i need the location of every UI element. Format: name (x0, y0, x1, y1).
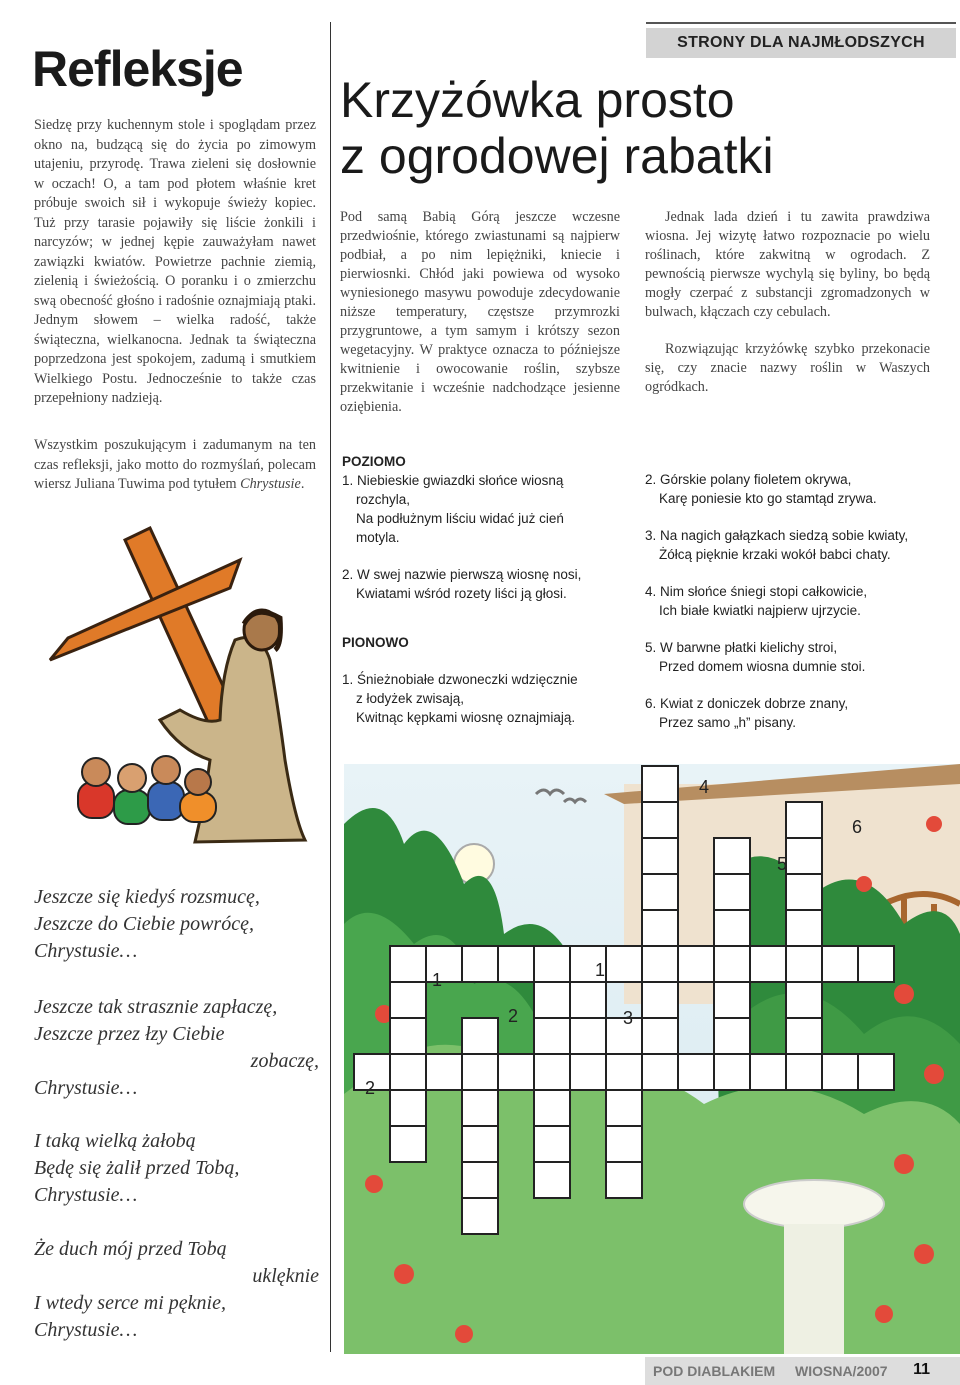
article-body-2-text: Wszystkim poszukującym i zadumanym na ten czas refleksji, jako motto do rozmyślań, polecam wiersz Juliana Tuwima pod tytułem (34, 437, 316, 492)
crossword-cell[interactable] (534, 1126, 570, 1162)
clue-number: 5. (645, 640, 657, 655)
crossword-cell[interactable] (390, 1054, 426, 1090)
poem-line: Chrystusie… (34, 1184, 138, 1206)
poem-line: Chrystusie… (34, 1319, 138, 1341)
page-footer (645, 1357, 960, 1385)
clue-line: Nim słońce śniegi stopi całkowicie, (660, 584, 868, 599)
crossword-cell[interactable] (642, 766, 678, 802)
crossword-number: 4 (699, 777, 710, 797)
clue-line: Kwiat z doniczek dobrze znany, (660, 696, 849, 711)
crossword-cell[interactable] (786, 1018, 822, 1054)
crossword-cell[interactable] (426, 1054, 462, 1090)
clue-number: 1. (342, 672, 354, 687)
clue-pionowo-6 (645, 694, 955, 732)
crossword-cell[interactable] (606, 1090, 642, 1126)
crossword-cell[interactable] (714, 946, 750, 982)
crossword-number: 1 (595, 960, 606, 980)
clue-number: 2. (645, 472, 657, 487)
clue-number: 2. (342, 567, 354, 582)
crossword-cell[interactable] (570, 1018, 606, 1054)
clue-line: Na nagich gałązkach siedzą sobie kwiaty, (660, 528, 909, 543)
article-body: Siedzę przy kuchennym stole i spoglądam przez okno na, budzącą się do życia po zimowym utajeniu, przyrodę. Trawa zieleni się dosłownie w oczach! O, a tam pod płotem właśnie kret próbuje swoich sił i wykopuje świeży kopiec. Tuż przy tarasie pojawiły się liście żonkili i narcyzów; w jednej kępie zauważyłam nawet zawiązki kwiatów. Powietrze pachnie ziemią, zielenią i świeżością. O poranku i o zmierzchu swą obecność głośno i radośnie oznajmiają ptaki. Jednym słowem – wielka radość, także świąteczna, wielkanocna. Jednak ta świąteczna poprzedzona jest spokojem, zadumą i smutkiem Wielkiego Postu. Jednocześnie to także czas przepełniony nadzieją. (34, 117, 316, 406)
crossword-cell[interactable] (462, 1198, 498, 1234)
clue-line: Kwitnąc kępkami wiosnę oznajmiają. (356, 710, 576, 725)
crossword-cell[interactable] (786, 946, 822, 982)
clue-number: 6. (645, 696, 657, 711)
crossword-cell[interactable] (822, 1054, 858, 1090)
clue-line: Na podłużnym liściu widać już cień (356, 511, 564, 526)
crossword-number: 5 (777, 854, 788, 874)
clue-line: W barwne płatki kielichy stroi, (660, 640, 838, 655)
crossword-cell[interactable] (534, 1018, 570, 1054)
crossword-cell[interactable] (390, 1018, 426, 1054)
title-line-2: z ogrodowej rabatki (340, 128, 774, 184)
poem-stanza-3 (34, 1128, 319, 1209)
crossword-cell[interactable] (498, 946, 534, 982)
cross-bearer-illustration (30, 520, 330, 850)
poem-line: Chrystusie… (34, 1077, 138, 1099)
poem-title-reference: Chrystusie (240, 476, 301, 492)
poem-line: Jeszcze przez łzy Ciebie (34, 1023, 225, 1045)
section-tag: STRONY DLA NAJMŁODSZYCH (646, 28, 956, 58)
crossword-cell[interactable] (642, 910, 678, 946)
crossword-cell[interactable] (390, 1090, 426, 1126)
clue-pionowo-3 (645, 526, 955, 564)
crossword-cell[interactable] (462, 1054, 498, 1090)
crossword-cell[interactable] (714, 982, 750, 1018)
crossword-number: 2 (365, 1078, 376, 1098)
crossword-cell[interactable] (750, 1054, 786, 1090)
clue-line: Żółcą pięknie krzaki wokół babci chaty. (659, 547, 891, 562)
crossword-cell[interactable] (642, 946, 678, 982)
crossword-cell[interactable] (786, 982, 822, 1018)
column-divider (330, 22, 331, 1352)
intro-text-b (645, 208, 930, 397)
clue-line: Karę poniesie kto go stamtąd zrywa. (659, 491, 877, 506)
poziomo-label: POZIOMO (342, 454, 406, 469)
issue-label: WIOSNA/2007 (795, 1363, 888, 1379)
clues-left (342, 452, 632, 745)
crossword-cell[interactable] (678, 1054, 714, 1090)
intro-text-a: Pod samą Babią Górą jeszcze wczesne przedwiośnie, którego zwiastunami są najpierw podbiał, a po nim lepiężniki, kniecie i pierwiosnki. Chłód jaki powiewa od wysoko wyniesionego masywu powoduje zdecydowanie niższe temperatury, częstsze przymrozki przygruntowe, a tym samym i krótszy sezon wegetacyjny. W praktyce oznacza to późniejsze kwitnienie i owocowanie roślin, szybsze przekwitanie i wcześnie nadchodzące jesienne oziębienia. (340, 209, 620, 415)
crossword-cell[interactable] (606, 1162, 642, 1198)
crossword-cell[interactable] (462, 1126, 498, 1162)
crossword-number: 3 (623, 1008, 634, 1028)
crossword-cell[interactable] (462, 1018, 498, 1054)
page-title (340, 72, 774, 184)
crossword-cell[interactable] (642, 802, 678, 838)
clue-pionowo-4 (645, 582, 955, 620)
crossword-cell[interactable] (606, 1126, 642, 1162)
crossword-cell[interactable] (390, 1126, 426, 1162)
intro-paragraph-2: Rozwiązując krzyżówkę szybko przekonacie się, czy znacie nazwy roślin w Waszych ogródkach. (645, 341, 930, 395)
crossword-cell[interactable] (786, 1054, 822, 1090)
clue-line: Górskie polany fioletem okrywa, (660, 472, 852, 487)
crossword-cell[interactable] (606, 1054, 642, 1090)
crossword-cell[interactable] (750, 946, 786, 982)
poem-line: Jeszcze do Ciebie powrócę, (34, 913, 254, 935)
crossword-cell[interactable] (714, 1054, 750, 1090)
crossword-cell[interactable] (642, 1054, 678, 1090)
crossword-cell[interactable] (786, 874, 822, 910)
clue-pionowo-1 (342, 670, 632, 727)
poem-line: zobaczę, (250, 1050, 319, 1072)
crossword-cell[interactable] (390, 982, 426, 1018)
crossword-cell[interactable] (714, 874, 750, 910)
pionowo-label: PIONOWO (342, 635, 409, 650)
crossword-cell[interactable] (858, 946, 894, 982)
crossword-cell[interactable] (786, 910, 822, 946)
crossword-cell[interactable] (390, 946, 426, 982)
poem-line: I taką wielką żałobą (34, 1130, 196, 1152)
clue-line: z łodyżek zwisają, (356, 691, 465, 706)
clue-poziomo-1 (342, 471, 632, 547)
article-title: Refleksje (32, 41, 243, 97)
people-group-icon (78, 756, 216, 824)
crossword-cell[interactable] (534, 946, 570, 982)
crossword-cell[interactable] (570, 1054, 606, 1090)
crossword-number: 1 (432, 970, 443, 990)
poem-line: Chrystusie… (34, 940, 138, 962)
article-body-2-end: . (300, 476, 305, 492)
crossword-cell[interactable] (822, 946, 858, 982)
clue-line: motyla. (356, 530, 400, 545)
clue-line: rozchyla, (356, 492, 411, 507)
crossword-cell[interactable] (714, 910, 750, 946)
clue-line: Przed domem wiosna dumnie stoi. (659, 659, 866, 674)
crossword-garden-image (344, 764, 960, 1354)
crossword-cell[interactable] (606, 946, 642, 982)
crossword-cell[interactable] (642, 838, 678, 874)
poem-stanza-4 (34, 1236, 319, 1344)
clue-line: Śnieżnobiałe dzwoneczki wdzięcznie (357, 672, 578, 687)
clue-line: Ich białe kwiatki najpierw ujrzycie. (659, 603, 861, 618)
crossword-cell[interactable] (714, 838, 750, 874)
magazine-name: POD DIABLAKIEM (653, 1363, 776, 1379)
crossword-number: 2 (508, 1006, 519, 1026)
clue-poziomo-2 (342, 565, 632, 603)
title-line-1: Krzyżówka prosto (340, 72, 735, 128)
clue-number: 4. (645, 584, 657, 599)
crossword-cell[interactable] (462, 1162, 498, 1198)
crossword-cell[interactable] (858, 1054, 894, 1090)
poem-stanza-2 (34, 994, 319, 1102)
clue-line: Kwiatami wśród rozety liści ją głosi. (356, 586, 567, 601)
clue-number: 1. (342, 473, 354, 488)
crossword-cell[interactable] (534, 1162, 570, 1198)
crossword-cell[interactable] (534, 1054, 570, 1090)
poem-line: Jeszcze się kiedyś rozsmucę, (34, 886, 260, 908)
crossword-cell[interactable] (678, 946, 714, 982)
crossword-number: 6 (852, 817, 863, 837)
poem-line: Że duch mój przed Tobą (34, 1238, 227, 1260)
crossword-cell[interactable] (570, 982, 606, 1018)
poem-stanza-1 (34, 884, 319, 965)
crossword-cell[interactable] (714, 1018, 750, 1054)
clue-pionowo-5 (645, 638, 955, 676)
article-body-2 (34, 436, 316, 495)
crossword-cell[interactable] (642, 874, 678, 910)
clue-line: Niebieskie gwiazdki słońce wiosną (357, 473, 564, 488)
crossword-cell[interactable] (498, 1054, 534, 1090)
crossword-cell[interactable] (786, 838, 822, 874)
crossword-cell[interactable] (462, 1090, 498, 1126)
clue-line: Przez samo „h” pisany. (659, 715, 797, 730)
page-number: 11 (913, 1361, 930, 1378)
crossword-cell[interactable] (786, 802, 822, 838)
poem-line: I wtedy serce mi pęknie, (34, 1292, 226, 1314)
poem-line: Będę się żalił przed Tobą, (34, 1157, 240, 1179)
crossword-cell[interactable] (462, 946, 498, 982)
clue-number: 3. (645, 528, 657, 543)
poem-line: Jeszcze tak strasznie zapłaczę, (34, 996, 278, 1018)
crossword-cell[interactable] (642, 982, 678, 1018)
crossword-cell[interactable] (642, 1018, 678, 1054)
clues-right (645, 470, 955, 750)
header-rule (646, 22, 956, 24)
poem-line: uklęknie (252, 1265, 319, 1287)
clue-line: W swej nazwie pierwszą wiosnę nosi, (357, 567, 582, 582)
intro-paragraph-1: Jednak lada dzień i tu zawita prawdziwa wiosna. Jej wizytę łatwo rozpoznacie po wielu roślinach, które zakwitną w ogrodach. Z pewnością pierwsze wychylą się byliny, bo będą mogły czerpać z substancji zgromadzonych w bulwach, kłączach czy cebulach. (645, 209, 930, 320)
clue-pionowo-2 (645, 470, 955, 508)
crossword-cell[interactable] (534, 982, 570, 1018)
crossword-cell[interactable] (534, 1090, 570, 1126)
